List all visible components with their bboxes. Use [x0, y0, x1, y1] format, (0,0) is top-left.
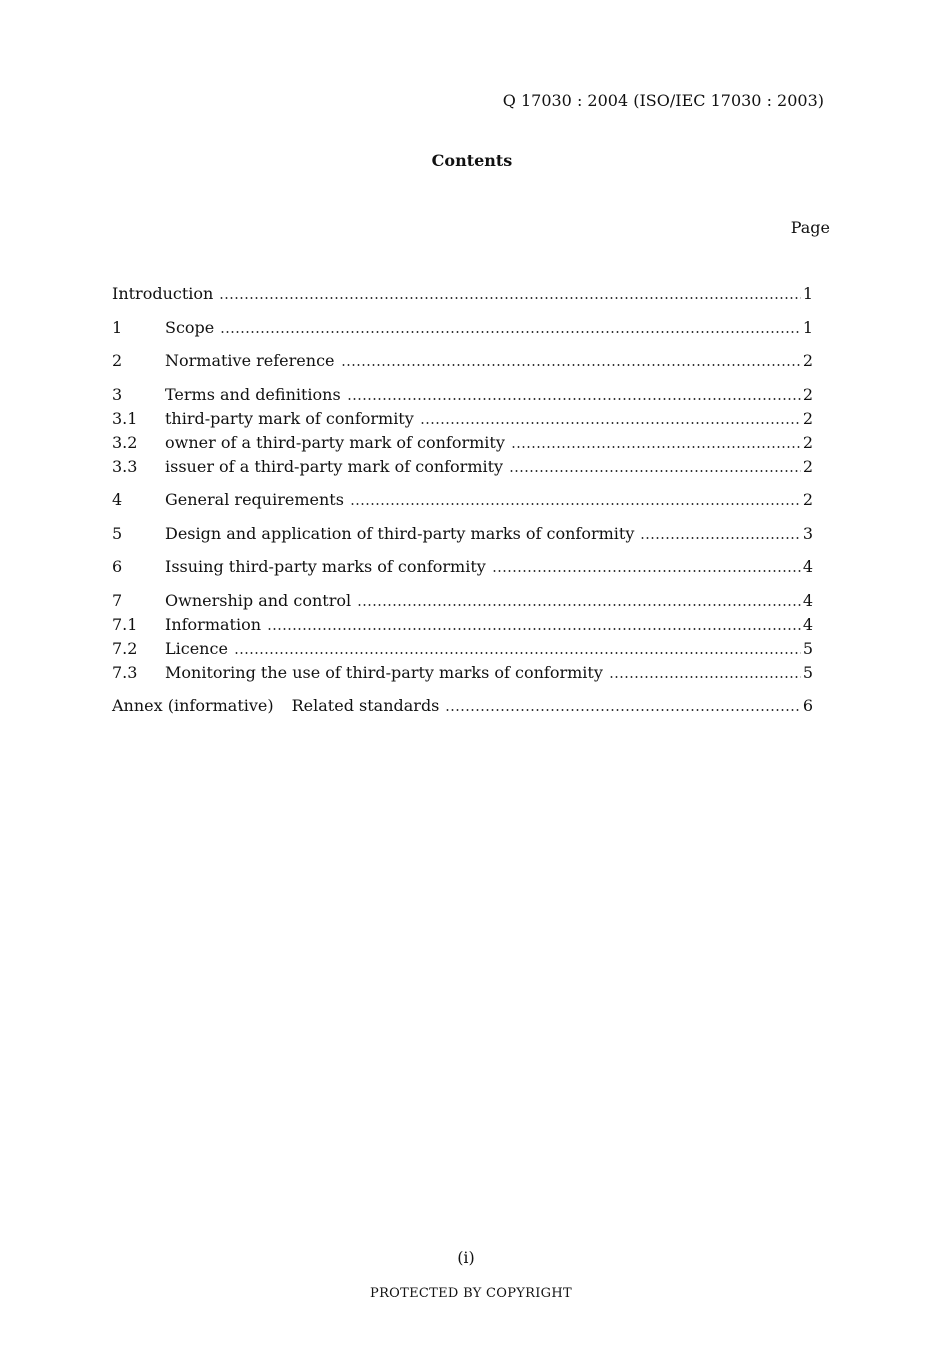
- toc-entry-6[interactable]: [112, 555, 813, 579]
- dot-leader: [445, 709, 800, 711]
- toc-page-number: 2: [802, 384, 813, 404]
- toc-number: 7.1: [112, 614, 138, 634]
- toc-page-number: 5: [802, 662, 813, 682]
- toc-label: General requirements: [165, 490, 344, 509]
- toc-entry-1[interactable]: [112, 316, 813, 340]
- toc-entry-7[interactable]: [112, 589, 813, 613]
- toc-entry-4[interactable]: [112, 488, 813, 512]
- toc-entry-7-3[interactable]: [112, 661, 813, 685]
- page-column-heading: Page: [790, 218, 830, 237]
- toc-label: Issuing third-party marks of conformity: [165, 557, 486, 576]
- toc-label: third-party mark of conformity: [165, 408, 414, 428]
- dot-leader: [511, 446, 801, 448]
- toc-page-number: 1: [802, 317, 813, 337]
- dot-leader: [492, 570, 801, 572]
- toc-number: 5: [112, 523, 123, 543]
- toc-page-number: 2: [802, 490, 813, 509]
- toc-label: issuer of a third-party mark of conformity: [165, 456, 504, 476]
- toc-number: 1: [112, 317, 123, 337]
- toc-annex-prefix: Annex (informative): [112, 696, 274, 715]
- toc-label: Licence: [165, 638, 228, 658]
- toc-number: 7.3: [112, 662, 138, 682]
- toc-page-number: 6: [802, 696, 813, 715]
- toc-number: 3.3: [112, 456, 138, 476]
- toc-entry-3-3[interactable]: [112, 455, 813, 479]
- toc-number: 2: [112, 351, 123, 370]
- toc-label: Related standards: [291, 696, 440, 715]
- toc-page-number: 4: [802, 557, 813, 576]
- table-of-contents: [112, 282, 813, 718]
- toc-entry-annex[interactable]: [112, 694, 813, 718]
- toc-page-number: 4: [802, 590, 813, 610]
- toc-entry-3-1[interactable]: [112, 407, 813, 431]
- toc-page-number: 1: [802, 284, 813, 303]
- dot-leader: [609, 676, 801, 678]
- toc-number: 7.2: [112, 638, 138, 658]
- toc-label: Introduction: [112, 284, 214, 303]
- dot-leader: [219, 297, 800, 299]
- toc-entry-3-2[interactable]: [112, 431, 813, 455]
- toc-entry-introduction[interactable]: [112, 282, 813, 306]
- toc-label: Information: [165, 614, 262, 634]
- dot-leader: [341, 364, 801, 366]
- toc-label: owner of a third-party mark of conformity: [165, 432, 505, 452]
- toc-page-number: 2: [802, 408, 813, 428]
- dot-leader: [509, 470, 801, 472]
- toc-label: Normative reference: [165, 351, 335, 370]
- toc-page-number: 2: [802, 351, 813, 370]
- dot-leader: [220, 331, 801, 333]
- toc-entry-7-1[interactable]: [112, 613, 813, 637]
- toc-number: 3.2: [112, 432, 138, 452]
- toc-label: Ownership and control: [165, 590, 352, 610]
- toc-number: 6: [112, 557, 123, 576]
- toc-number: 3: [112, 384, 123, 404]
- toc-page-number: 5: [802, 638, 813, 658]
- dot-leader: [357, 604, 801, 606]
- toc-label: Design and application of third-party marks of conformity: [165, 523, 635, 543]
- toc-number: 7: [112, 590, 123, 610]
- toc-page-number: 4: [802, 614, 813, 634]
- toc-label: Terms and definitions: [165, 384, 341, 404]
- page-title: Contents: [431, 151, 513, 170]
- toc-entry-3[interactable]: [112, 383, 813, 407]
- dot-leader: [640, 537, 800, 539]
- toc-number: 4: [112, 490, 123, 509]
- toc-entry-5[interactable]: [112, 522, 813, 546]
- dot-leader: [420, 422, 801, 424]
- document-code: Q 17030 : 2004 (ISO/IEC 17030 : 2003): [502, 91, 824, 110]
- dot-leader: [350, 503, 801, 505]
- dot-leader: [234, 652, 801, 654]
- dot-leader: [347, 398, 801, 400]
- page-number: (i): [457, 1248, 475, 1267]
- toc-label: Monitoring the use of third-party marks of conformity: [165, 662, 603, 682]
- toc-page-number: 2: [802, 456, 813, 476]
- toc-page-number: 2: [802, 432, 813, 452]
- toc-page-number: 3: [802, 523, 813, 543]
- dot-leader: [267, 628, 801, 630]
- copyright-notice: PROTECTED BY COPYRIGHT: [370, 1286, 572, 1301]
- toc-entry-7-2[interactable]: [112, 637, 813, 661]
- toc-number: 3.1: [112, 408, 138, 428]
- toc-label: Scope: [165, 317, 215, 337]
- toc-entry-2[interactable]: [112, 349, 813, 373]
